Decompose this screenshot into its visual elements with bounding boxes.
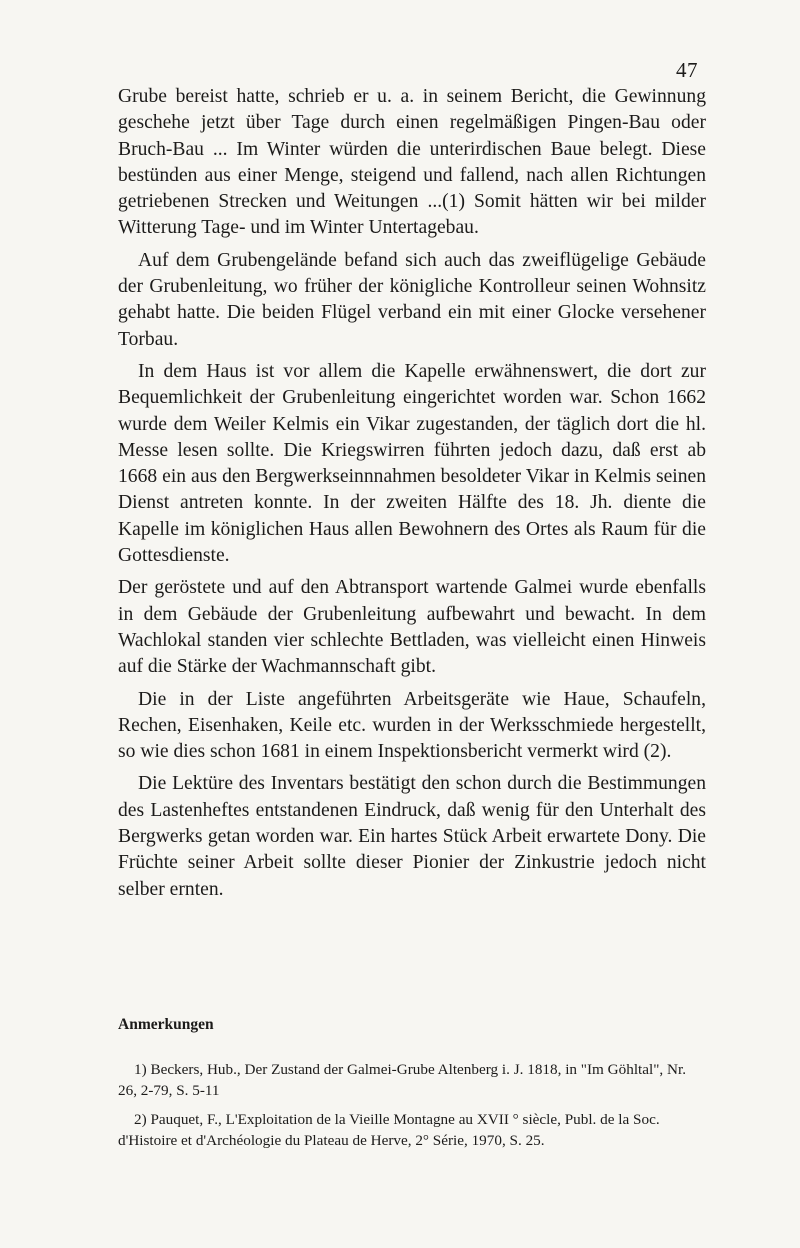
footnote-2 [118,1109,702,1151]
paragraph-3: In dem Haus ist vor allem die Kapelle erwähnenswert, die dort zur Bequemlichkeit der Grubenleitung eingerichtet worden war. Schon 1662 wurde dem Weiler Kelmis ein Vikar zugestanden, der täglich dort die hl. Messe lesen sollte. Die Kriegswirren führten jedoch dazu, daß erst ab 1668 ein aus den Bergwerkseinnnahmen besoldeter Vikar in Kelmis seinen Dienst antreten konnte. In der zweiten Hälfte des 18. Jh. diente die Kapelle im königlichen Haus allen Bewohnern des Ortes als Raum für die Gottesdienste. [118,360,706,567]
paragraph-5: Die in der Liste angeführten Arbeitsgeräte wie Haue, Schaufeln, Rechen, Eisenhaken, Keile etc. wurden in der Werksschmiede hergestellt, so wie dies schon 1681 in einem Inspektionsbericht vermerkt wird (2). [118,688,706,763]
footnotes-heading: Anmerkungen [118,1016,214,1033]
footnote-text: 1) Beckers, Hub., Der Zustand der Galmei-Grube Altenberg i. J. 1818, in "Im Göhltal", Nr. 26, 2-79, S. 5-11 [118,1061,686,1099]
page-number: 47 [676,58,698,82]
paragraph-2: Auf dem Grubengelände befand sich auch das zweiflügelige Gebäude der Grubenleitung, wo früher der königliche Kontrolleur seinen Wohnsitz gehabt hatte. Die beiden Flügel verband ein mit einer Glocke versehener Torbau. [118,249,706,350]
footnote-1 [118,1059,702,1101]
footnotes-section [118,1014,702,1159]
paragraph-6: Die Lektüre des Inventars bestätigt den schon durch die Bestimmungen des Lastenheftes entstandenen Eindruck, daß wenig für den Unterhalt des Bergwerks getan worden war. Ein hartes Stück Arbeit erwartete Dony. Die Früchte seiner Arbeit sollte dieser Pionier der Zinkustrie jedoch nicht selber ernten. [118,773,706,900]
paragraph-1: Grube bereist hatte, schrieb er u. a. in seinem Bericht, die Gewinnung geschehe jetzt über Tage durch einen regelmäßigen Pingen-Bau oder Bruch-Bau ... Im Winter würden die unterirdischen Baue belegt. Diese bestünden aus einer Menge, steigend und fallend, nach allen Richtungen getriebenen Strecken und Weitungen ...(1) Somit hätten wir bei milder Witterung Tage- und im Winter Untertagebau. [118,86,706,239]
paragraph-4: Der geröstete und auf den Abtransport wartende Galmei wurde ebenfalls in dem Gebäude der Grubenleitung aufbewahrt und bewacht. In dem Wachlokal standen vier schlechte Bettladen, was vielleicht einen Hinweis auf die Stärke der Wachmannschaft gibt. [118,577,706,678]
footnote-text: 2) Pauquet, F., L'Exploitation de la Vieille Montagne au XVII ° siècle, Publ. de la Soc. d'Histoire et d'Archéologie du Plateau de Herve, 2° Série, 1970, S. 25. [118,1111,660,1149]
body-text [118,84,706,909]
